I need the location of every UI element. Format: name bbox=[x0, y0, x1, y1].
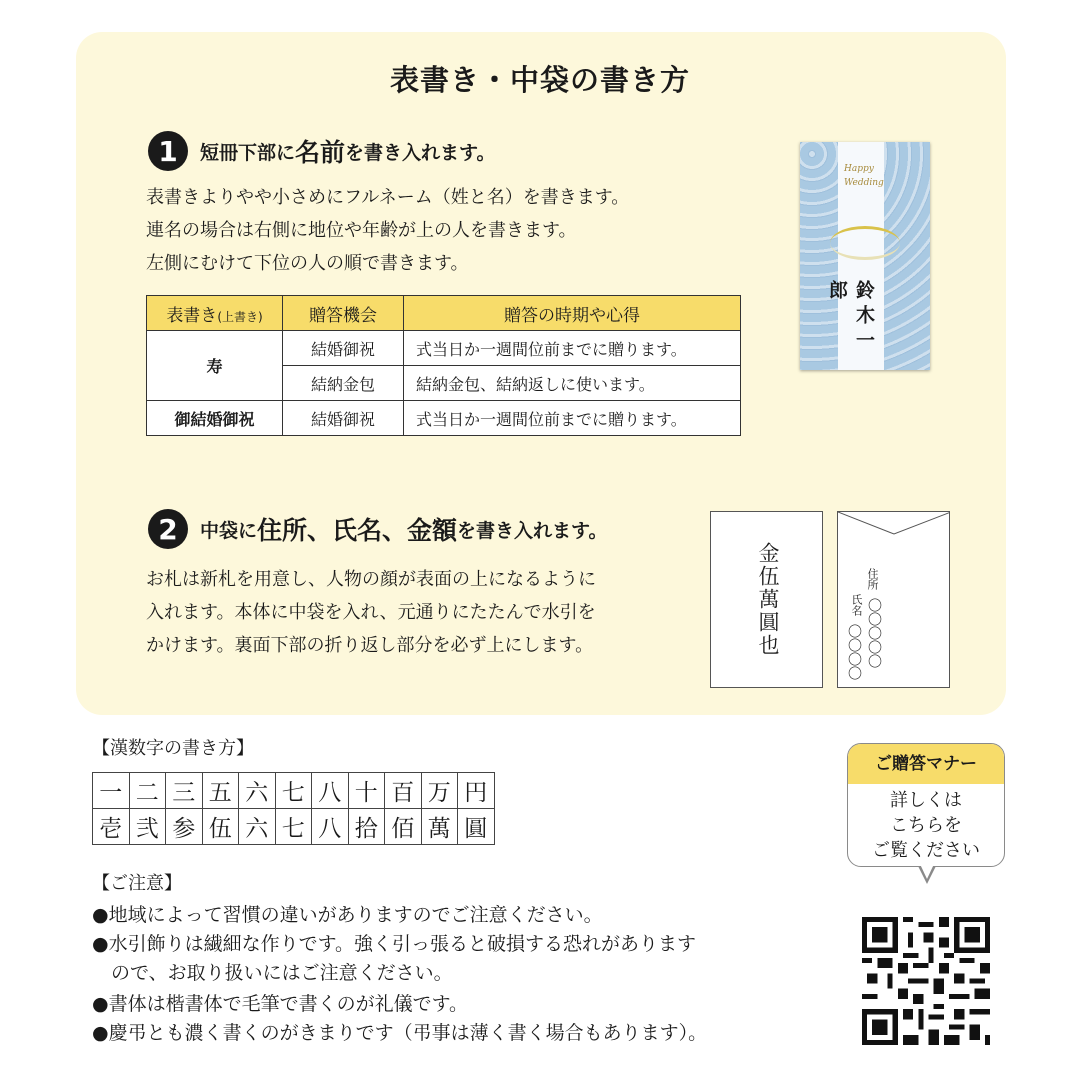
kanji-cell: 八 bbox=[312, 773, 349, 809]
table-row bbox=[147, 401, 741, 436]
cell-occasion: 結婚御祝 bbox=[283, 401, 404, 436]
kanji-cell: 六 bbox=[239, 809, 276, 845]
name-circles: 〇〇〇〇 bbox=[846, 624, 862, 680]
kanji-cell: 圓 bbox=[458, 809, 495, 845]
step2-heading bbox=[148, 509, 608, 549]
kanji-cell: 一 bbox=[93, 773, 130, 809]
mizuhiki-cord bbox=[830, 226, 900, 260]
inner-bag-back bbox=[837, 511, 950, 688]
kanji-cell: 萬 bbox=[421, 809, 458, 845]
step1-line: 左側にむけて下位の人の順で書きます。 bbox=[146, 253, 469, 274]
note-line: ●慶弔とも濃く書くのがきまりです（弔事は薄く書く場合もあります）。 bbox=[92, 1022, 708, 1044]
cell-kind: 御結婚御祝 bbox=[147, 401, 283, 436]
step2-head-a: 中袋に bbox=[200, 519, 258, 542]
kanji-cell: 六 bbox=[239, 773, 276, 809]
manner-body: 詳しくは こちらを ご覧ください bbox=[872, 790, 980, 861]
step1-text bbox=[146, 181, 629, 280]
kanji-cell: 五 bbox=[202, 773, 239, 809]
step2-line: かけます。裏面下部の折り返し部分を必ず上にします。 bbox=[146, 635, 594, 656]
table-header-row bbox=[147, 296, 741, 331]
step1-line: 表書きよりやや小さめにフルネーム（姓と名）を書きます。 bbox=[146, 187, 630, 208]
header-occasion: 贈答機会 bbox=[283, 296, 404, 331]
cell-occasion: 結婚御祝 bbox=[283, 331, 404, 366]
kanji-cell: 参 bbox=[166, 809, 203, 845]
envelope-name: 鈴木一郎 bbox=[826, 280, 875, 355]
cell-note: 結納金包、結納返しに使います。 bbox=[404, 366, 741, 401]
note-line: ので、お取り扱いにはご注意ください。 bbox=[92, 962, 453, 984]
kanji-cell: 百 bbox=[385, 773, 422, 809]
cell-note: 式当日か一週間位前までに贈ります。 bbox=[404, 331, 741, 366]
qr-code-icon[interactable] bbox=[862, 917, 990, 1045]
manner-heading: ご贈答マナー bbox=[848, 744, 1004, 784]
step1-head-c: を書き入れます。 bbox=[345, 141, 496, 164]
step1-line: 連名の場合は右側に地位や年齢が上の人を書きます。 bbox=[146, 220, 577, 241]
manner-link-bubble[interactable] bbox=[847, 743, 1005, 867]
kanji-cell: 七 bbox=[275, 773, 312, 809]
step2-number: 2 bbox=[148, 509, 188, 549]
inner-bag-amount: 金伍萬圓也 bbox=[756, 542, 780, 657]
kanji-cell: 万 bbox=[421, 773, 458, 809]
address-label: 住所 bbox=[866, 568, 879, 590]
cell-kind: 寿 bbox=[147, 331, 283, 401]
step1-head-b: 名前 bbox=[295, 138, 346, 167]
kanji-cell: 伍 bbox=[202, 809, 239, 845]
header-kind: 表書き(上書き) bbox=[147, 296, 283, 331]
address-circles: 〇〇〇〇〇 bbox=[866, 598, 882, 668]
kanji-cell: 円 bbox=[458, 773, 495, 809]
header-note: 贈答の時期や心得 bbox=[404, 296, 741, 331]
kanji-cell: 壱 bbox=[93, 809, 130, 845]
step1-head-a: 短冊下部に bbox=[200, 141, 296, 164]
kanji-cell: 弐 bbox=[129, 809, 166, 845]
page-title: 表書き・中袋の書き方 bbox=[389, 63, 690, 97]
kanji-table bbox=[92, 772, 495, 845]
kanji-cell: 三 bbox=[166, 773, 203, 809]
note-line: ●水引飾りは繊細な作りです。強く引っ張ると破損する恐れがあります bbox=[92, 933, 697, 955]
kanji-title: 【漢数字の書き方】 bbox=[92, 738, 254, 759]
table-row bbox=[147, 331, 741, 366]
step2-head-c: を書き入れます。 bbox=[457, 519, 608, 542]
step2-head-b: 住所、氏名、金額 bbox=[257, 516, 458, 545]
step1-heading bbox=[148, 131, 496, 171]
kanji-cell: 八 bbox=[312, 809, 349, 845]
gift-table bbox=[146, 295, 741, 436]
step1-number: 1 bbox=[148, 131, 188, 171]
kanji-row-normal bbox=[93, 773, 495, 809]
kanji-cell: 拾 bbox=[348, 809, 385, 845]
inner-bag-front bbox=[710, 511, 823, 688]
cell-note: 式当日か一週間位前までに贈ります。 bbox=[404, 401, 741, 436]
step2-line: 入れます。本体に中袋を入れ、元通りにたたんで水引を bbox=[146, 602, 596, 623]
kanji-cell: 七 bbox=[275, 809, 312, 845]
cell-occasion: 結納金包 bbox=[283, 366, 404, 401]
kanji-cell: 二 bbox=[129, 773, 166, 809]
name-label: 氏名 bbox=[850, 594, 863, 616]
header-kind-sub: (上書き) bbox=[217, 309, 263, 324]
step2-line: お札は新札を用意し、人物の顔が表面の上になるように bbox=[146, 569, 596, 590]
bubble-tail-inner bbox=[920, 864, 934, 879]
envelope-illustration bbox=[800, 142, 930, 370]
envelope-happy-wedding: Happy Wedding bbox=[844, 164, 884, 188]
kanji-cell: 佰 bbox=[385, 809, 422, 845]
notes-title: 【ご注意】 bbox=[92, 873, 182, 894]
step2-text bbox=[146, 563, 596, 662]
kanji-row-formal bbox=[93, 809, 495, 845]
note-line: ●地域によって習慣の違いがありますのでご注意ください。 bbox=[92, 904, 603, 926]
note-line: ●書体は楷書体で毛筆で書くのが礼儀です。 bbox=[92, 993, 469, 1015]
kanji-cell: 十 bbox=[348, 773, 385, 809]
